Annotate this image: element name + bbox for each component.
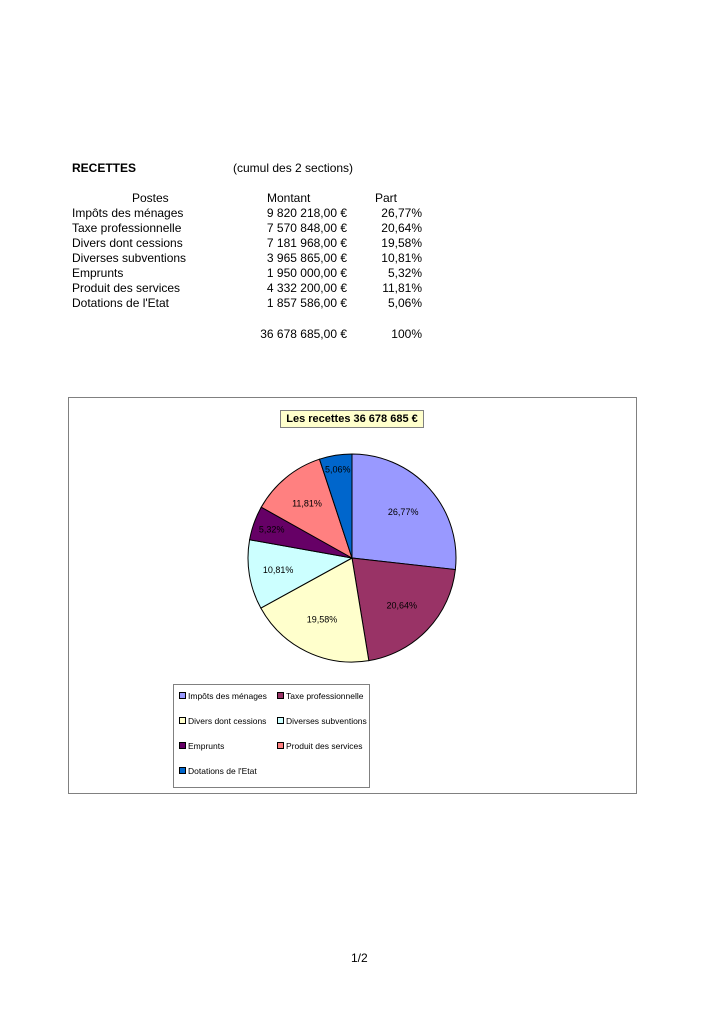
col-header-montant: Montant xyxy=(267,191,311,205)
total-montant: 36 678 685,00 € xyxy=(260,327,347,341)
col-header-postes: Postes xyxy=(132,191,169,205)
legend-swatch xyxy=(179,717,186,724)
row-part: 26,77% xyxy=(381,206,422,220)
pie-slice-label: 26,77% xyxy=(387,507,419,518)
legend-swatch xyxy=(277,717,284,724)
pie-slice-label: 11,81% xyxy=(292,498,322,509)
legend-label: Dotations de l'Etat xyxy=(188,766,257,776)
row-poste: Impôts des ménages xyxy=(72,206,184,220)
section-title: RECETTES xyxy=(72,161,137,175)
row-poste: Taxe professionnelle xyxy=(72,221,182,235)
pie-slice-label: 5,06% xyxy=(325,464,351,475)
row-montant: 7 181 968,00 € xyxy=(266,236,347,250)
legend-label: Divers dont cessions xyxy=(188,716,267,726)
total-part: 100% xyxy=(391,327,422,341)
row-montant: 1 857 586,00 € xyxy=(266,296,347,310)
row-montant: 1 950 000,00 € xyxy=(266,266,347,280)
pie-slice-label: 19,58% xyxy=(306,614,338,625)
pie-svg xyxy=(69,398,636,678)
legend-swatch xyxy=(179,742,186,749)
legend-item xyxy=(179,741,224,751)
row-montant: 9 820 218,00 € xyxy=(266,206,347,220)
row-montant: 3 965 865,00 € xyxy=(266,251,347,265)
row-poste: Divers dont cessions xyxy=(72,236,183,250)
row-part: 11,81% xyxy=(382,281,422,295)
legend-item xyxy=(277,716,367,726)
legend-swatch xyxy=(179,692,186,699)
row-part: 5,06% xyxy=(387,296,422,310)
section-subtitle: (cumul des 2 sections) xyxy=(233,161,354,175)
legend-label: Diverses subventions xyxy=(286,716,367,726)
legend-item xyxy=(277,691,364,701)
row-part: 5,32% xyxy=(387,266,422,280)
legend-label: Taxe professionnelle xyxy=(286,691,364,701)
legend-swatch xyxy=(277,742,284,749)
legend-label: Emprunts xyxy=(188,741,225,751)
pie-slice-label: 20,64% xyxy=(386,600,418,611)
chart-legend xyxy=(173,684,370,788)
row-poste: Produit des services xyxy=(72,281,181,295)
chart-title: Les recettes 36 678 685 € xyxy=(280,410,424,428)
legend-item xyxy=(179,716,266,726)
col-header-part: Part xyxy=(375,191,398,205)
row-montant: 4 332 200,00 € xyxy=(266,281,347,295)
row-part: 19,58% xyxy=(381,236,422,250)
row-poste: Emprunts xyxy=(72,266,124,280)
row-part: 20,64% xyxy=(381,221,422,235)
legend-swatch xyxy=(277,692,284,699)
legend-label: Produit des services xyxy=(286,741,363,751)
legend-item xyxy=(277,741,363,751)
row-poste: Diverses subventions xyxy=(72,251,187,265)
row-poste: Dotations de l'Etat xyxy=(72,296,170,310)
legend-item xyxy=(179,766,257,776)
row-part: 10,81% xyxy=(381,251,422,265)
row-montant: 7 570 848,00 € xyxy=(266,221,347,235)
legend-item xyxy=(179,691,267,701)
pie-slice-label: 5,32% xyxy=(258,524,285,535)
pie-slice-label: 10,81% xyxy=(262,565,294,576)
legend-swatch xyxy=(179,767,186,774)
page-number: 1/2 xyxy=(351,951,368,965)
legend-label: Impôts des ménages xyxy=(188,691,267,701)
pie-chart xyxy=(68,397,637,794)
